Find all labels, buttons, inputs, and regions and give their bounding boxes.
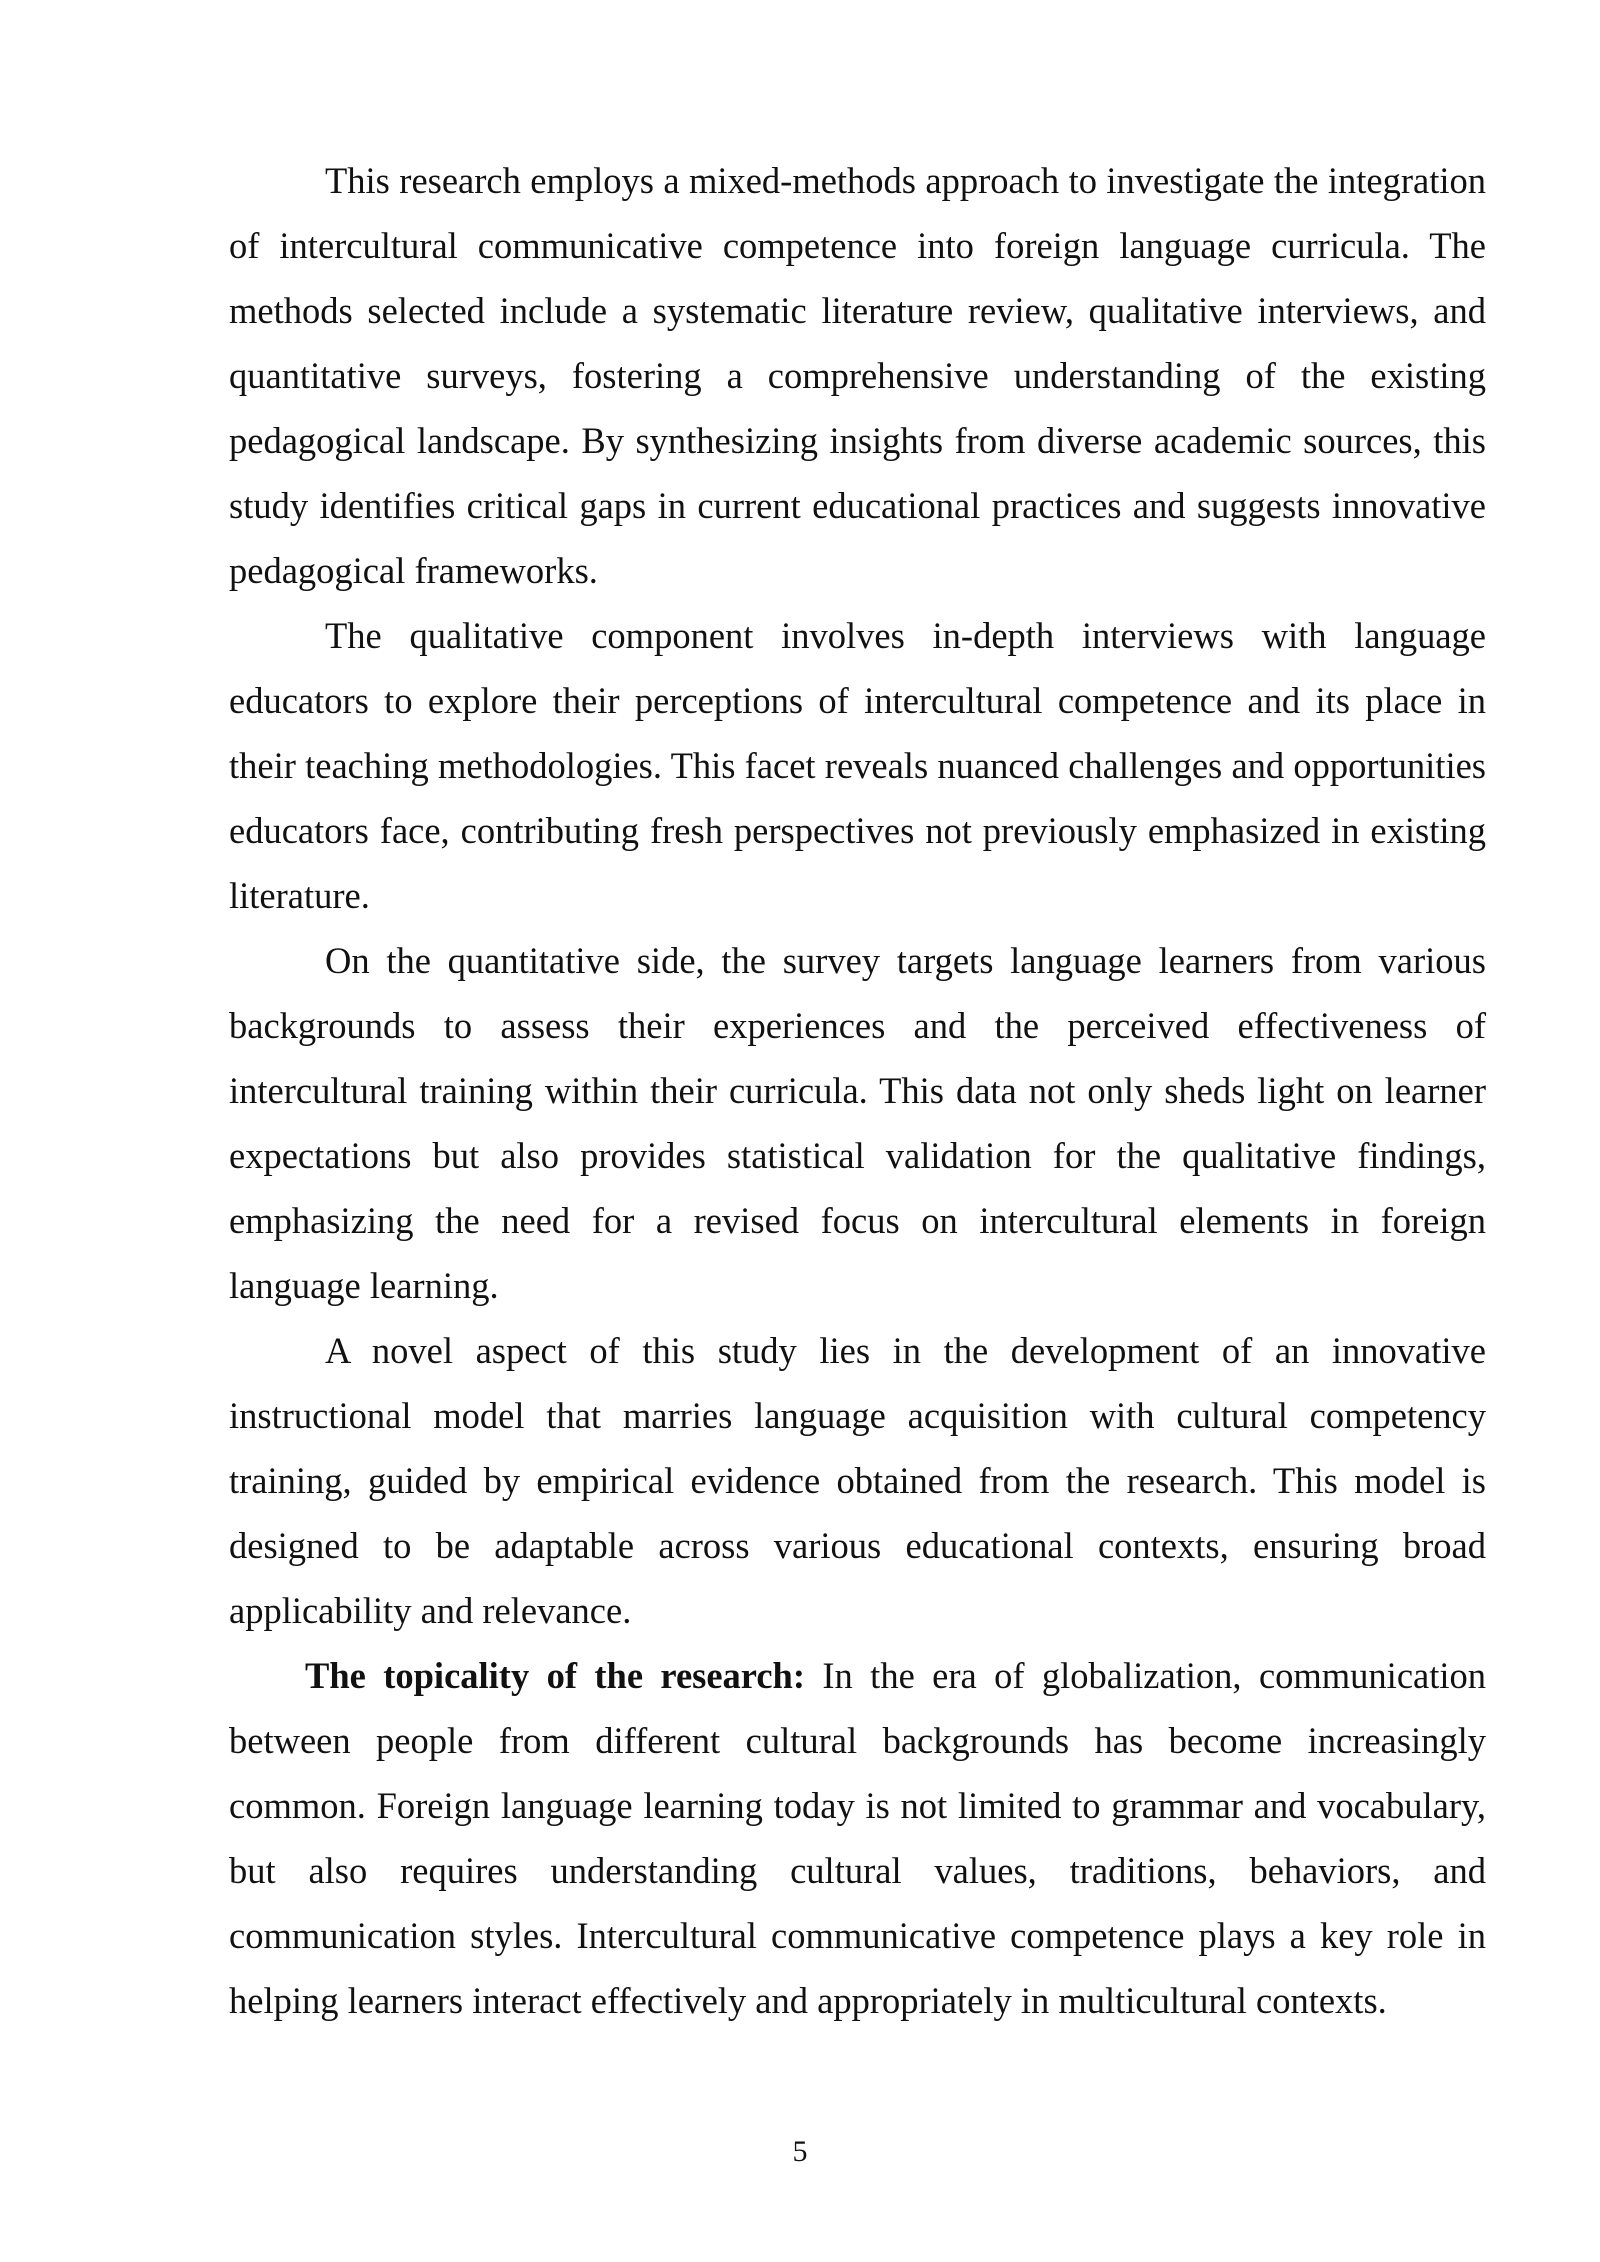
topicality-heading: The topicality of the research: [305, 1655, 806, 1696]
paragraph-methods: This research employs a mixed-methods approach to investigate the integration of intercultural communicative competence into foreign language curricula. The methods selected include a systematic literature review, qualitative interviews, and quantitative surveys, fostering a comprehensive understanding of the existing pedagogical landscape. By synthesizing insights from diverse academic sources, this study identifies critical gaps in current educational practices and suggests innovative pedagogical frameworks. [229, 160, 1486, 591]
paragraph-qualitative: The qualitative component involves in-depth interviews with language educators to explore their perceptions of intercultural competence and its place in their teaching methodologies. This facet reveals nuanced challenges and opportunities educators face, contributing fresh perspectives not previously emphasized in existing literature. [229, 615, 1486, 916]
paragraph-topicality [229, 1643, 1486, 2033]
paragraph-quantitative: On the quantitative side, the survey targets language learners from various backgrounds to assess their experiences and the perceived effectiveness of intercultural training within their curricula. This data not only sheds light on learner expectations but also provides statistical validation for the qualitative findings, emphasizing the need for a revised focus on intercultural elements in foreign language learning. [229, 940, 1486, 1306]
document-body [229, 148, 1486, 2033]
paragraph-instructional-model: A novel aspect of this study lies in the development of an innovative instructional model that marries language acquisition with cultural competency training, guided by empirical evidence obtained from the research. This model is designed to be adaptable across various educational contexts, ensuring broad applicability and relevance. [229, 1330, 1486, 1631]
topicality-text: In the era of globalization, communication between people from different cultural backgrounds has become increasingly common. Foreign language learning today is not limited to grammar and vocabulary, but also requires understanding cultural values, traditions, behaviors, and communication styles. Intercultural communicative competence plays a key role in helping learners interact effectively and appropriately in multicultural contexts. [229, 1655, 1486, 2021]
page-number: 5 [792, 2135, 808, 2168]
